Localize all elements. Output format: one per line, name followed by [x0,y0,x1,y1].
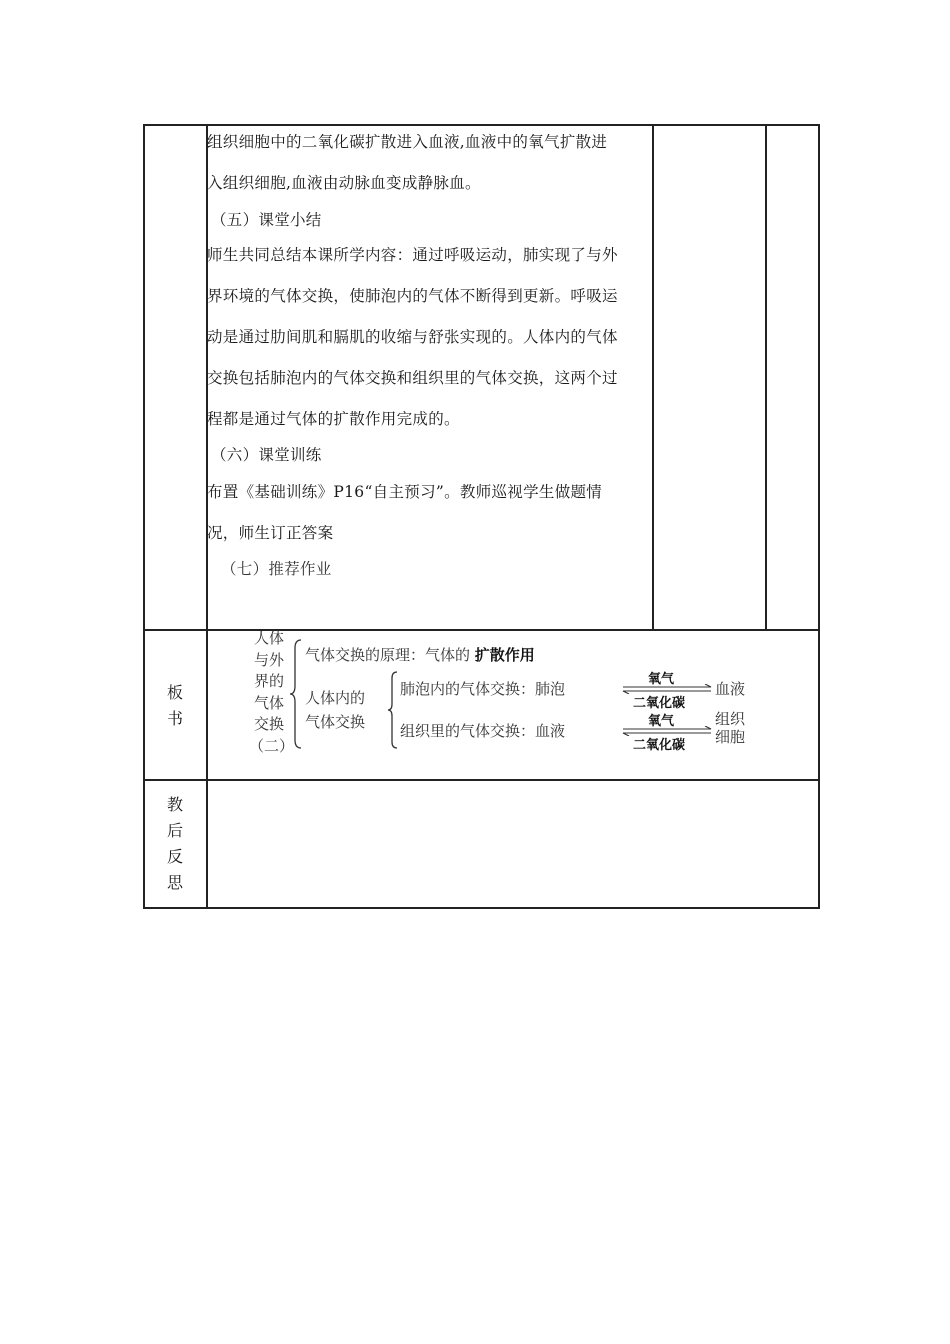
board-title-line: 交换 [253,715,284,733]
board-label [143,680,207,732]
lesson-line: 况，师生订正答案 [207,524,334,542]
internal-exchange [305,686,365,734]
board-title-line: 与外 [253,650,284,669]
tissue-suffix-line: 细胞 [715,728,746,746]
lesson-line: 动是通过肋间肌和膈肌的收缩与舒张实现的。人体内的气体 [207,328,618,346]
brace-inner [387,670,399,750]
alveoli-exchange: 肺泡内的气体交换：肺泡 [400,680,566,698]
section-heading: （六）课堂训练 [211,446,322,464]
arrow-top-label: 氧气 [648,714,675,729]
principle-bold: 扩散作用 [474,646,535,664]
lesson-line: 交换包括肺泡内的气体交换和组织里的气体交换，这两个过 [207,369,618,387]
internal-line: 气体交换 [305,713,366,731]
reflection-label [143,792,207,896]
board-title-line: （二） [249,736,295,755]
reflection-label-char: 后 [166,821,183,840]
board-title-line: 人体 [253,629,284,647]
lesson-line: 师生共同总结本课所学内容：通过呼吸运动，肺实现了与外 [207,246,618,264]
alveoli-suffix: 血液 [715,680,746,698]
tissue-exchange: 组织里的气体交换：血液 [400,722,566,740]
reflection-label-char: 教 [166,795,183,814]
arrow-bottom-label: 二氧化碳 [633,738,686,753]
arrow-bottom-label: 二氧化碳 [633,696,686,711]
blackboard-diagram [245,630,765,762]
lesson-line: 程都是通过气体的扩散作用完成的。 [207,410,460,428]
board-label-char: 板 [166,683,183,702]
reflection-label-char: 反 [166,847,183,866]
lesson-content [207,130,652,620]
tissue-suffix [715,710,745,746]
arrow-top-label: 氧气 [648,672,675,687]
lesson-line: 入组织细胞,血液由动脉血变成静脉血。 [207,174,481,192]
internal-line: 人体内的 [305,689,366,707]
brace-outer [289,638,303,750]
reflection-label-char: 思 [166,873,183,892]
column-divider-right [765,124,767,630]
section-heading: （七）推荐作业 [221,560,332,578]
board-label-char: 书 [166,709,183,728]
lesson-line: 界环境的气体交换，使肺泡内的气体不断得到更新。呼吸运 [207,287,618,305]
tissue-suffix-line: 组织 [715,710,746,728]
principle-line [305,644,535,665]
column-divider-mid [652,124,654,630]
lesson-line: 组织细胞中的二氧化碳扩散进入血液,血液中的氧气扩散进 [207,133,608,151]
lesson-line: 布置《基础训练》P16“自主预习”。教师巡视学生做题情 [207,483,603,501]
board-title-line: 气体 [253,693,284,712]
reflection-content [208,781,818,907]
board-title [249,628,295,757]
section-heading: （五）课堂小结 [211,211,322,229]
principle-text: 气体交换的原理：气体的 [305,646,471,664]
board-title-line: 界的 [253,672,284,690]
